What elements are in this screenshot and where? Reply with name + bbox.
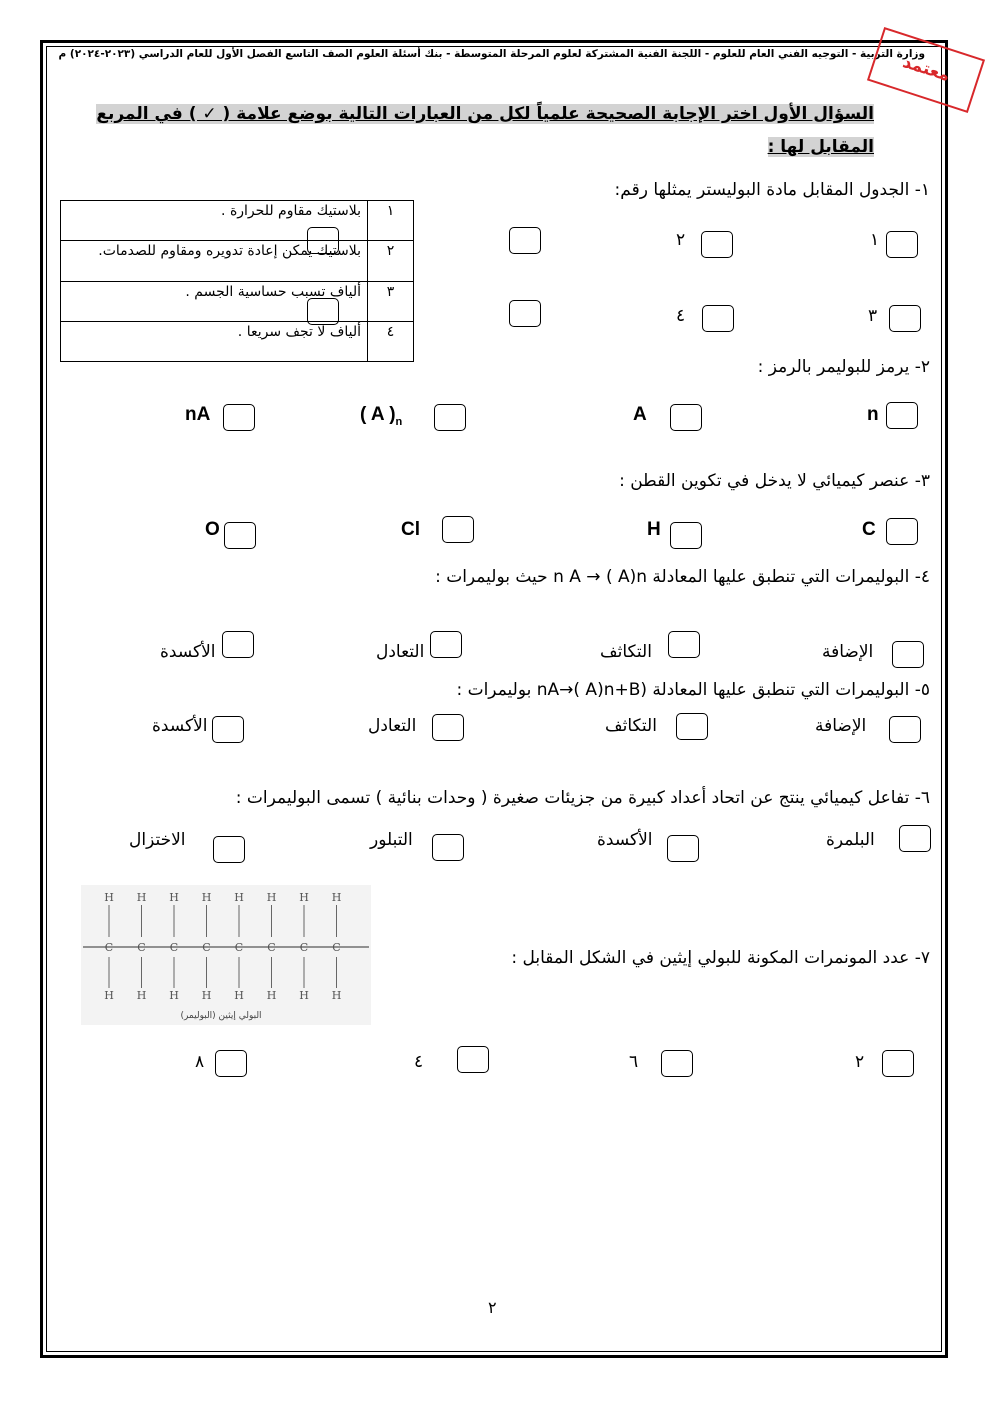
table-overlay-box[interactable] xyxy=(307,227,339,254)
option-label: ٣ xyxy=(868,306,878,326)
answer-box[interactable] xyxy=(222,631,254,658)
answer-box[interactable] xyxy=(661,1050,693,1077)
c-atom: C xyxy=(267,941,276,954)
table-row: ٣ ألياف تسبب حساسية الجسم . xyxy=(61,281,414,321)
option-label: ٢ xyxy=(855,1052,865,1072)
h-atom: H xyxy=(266,891,277,904)
answer-box[interactable] xyxy=(213,836,245,863)
answer-box[interactable] xyxy=(430,631,462,658)
question-1: ١- الجدول المقابل مادة البوليستر يمثلها رقم: xyxy=(614,180,930,200)
option-label: الأكسدة xyxy=(152,716,208,736)
h-atom: H xyxy=(169,989,179,1002)
option-label: ٨ xyxy=(195,1052,205,1072)
h-atom: H xyxy=(136,989,147,1002)
h-atom: H xyxy=(331,989,342,1002)
answer-box[interactable] xyxy=(886,402,918,429)
option-label: A xyxy=(633,404,647,425)
question-4: ٤- البوليمرات التي تنطبق عليها المعادلة n A → ( A)n حيث بوليمرات : xyxy=(435,567,930,587)
polymer-table xyxy=(60,200,414,362)
h-atom: H xyxy=(299,891,309,904)
c-atom: C xyxy=(169,941,179,954)
option-label: الأكسدة xyxy=(597,830,653,850)
answer-box[interactable] xyxy=(882,1050,914,1077)
h-atom: H xyxy=(234,891,244,904)
option-label: البلمرة xyxy=(826,830,875,850)
answer-box[interactable] xyxy=(432,834,464,861)
answer-box[interactable] xyxy=(434,404,466,431)
question-2: ٢- يرمز للبوليمر بالرمز : xyxy=(757,357,930,377)
option-label: ٤ xyxy=(676,306,686,326)
answer-box[interactable] xyxy=(886,231,918,258)
h-atom: H xyxy=(299,989,309,1002)
c-atom: C xyxy=(332,941,341,954)
option-label: ٤ xyxy=(414,1052,424,1072)
answer-box[interactable] xyxy=(676,713,708,740)
h-atom: H xyxy=(331,891,342,904)
question-6: ٦- تفاعل كيميائي ينتج عن اتحاد أعداد كبيرة من جزيئات صغيرة ( وحدات بنائية ) تسمى البوليمرات : xyxy=(235,788,930,808)
option-label: ٢ xyxy=(676,230,686,250)
table-row: ١ بلاستيك مقاوم للحرارة . xyxy=(61,201,414,241)
option-label: H xyxy=(647,519,661,540)
c-atom: C xyxy=(104,941,114,954)
option-label: التبلور xyxy=(370,830,413,850)
c-atom: C xyxy=(299,941,309,954)
c-atom: C xyxy=(137,941,146,954)
answer-box[interactable] xyxy=(212,716,244,743)
option-label: التكاثف xyxy=(600,642,652,662)
answer-box[interactable] xyxy=(892,641,924,668)
question-7: ٧- عدد المونمرات المكونة للبولي إيثين في الشكل المقابل : xyxy=(511,948,930,968)
answer-box[interactable] xyxy=(886,518,918,545)
question-3: ٣- عنصر كيميائي لا يدخل في تكوين القطن : xyxy=(619,471,930,491)
option-label: الأكسدة xyxy=(160,642,216,662)
option-label: ١ xyxy=(870,230,880,250)
h-atom: H xyxy=(234,989,244,1002)
c-atom: C xyxy=(234,941,244,954)
answer-box[interactable] xyxy=(432,714,464,741)
option-label: nA xyxy=(185,404,211,425)
figure-caption: البولي إيثين (البوليمر) xyxy=(180,1011,262,1021)
option-label: الإضافة xyxy=(822,642,874,662)
table-row: ٢ بلاستيك يمكن إعادة تدويره ومقاوم للصدمات. xyxy=(61,241,414,281)
option-label: التكاثف xyxy=(605,716,657,736)
question-5: ٥- البوليمرات التي تنطبق عليها المعادلة (nA→( A)n+B بوليمرات : xyxy=(456,680,930,700)
table-overlay-box[interactable] xyxy=(307,298,339,325)
answer-box[interactable] xyxy=(702,305,734,332)
c-atom: C xyxy=(202,941,211,954)
h-atom: H xyxy=(201,989,212,1002)
approval-stamp: معتمد xyxy=(867,27,985,113)
option-label: C xyxy=(862,519,876,540)
answer-box[interactable] xyxy=(442,516,474,543)
option-label: الاختزال xyxy=(129,830,186,850)
table-row: ٤ ألياف لا تجف سريعا . xyxy=(61,321,414,361)
h-atom: H xyxy=(266,989,277,1002)
answer-box[interactable] xyxy=(215,1050,247,1077)
answer-box[interactable] xyxy=(667,835,699,862)
h-atom: H xyxy=(104,891,114,904)
answer-box[interactable] xyxy=(889,716,921,743)
answer-box[interactable] xyxy=(899,825,931,852)
answer-box[interactable] xyxy=(701,231,733,258)
option-label: التعادل xyxy=(368,716,417,736)
answer-box[interactable] xyxy=(509,300,541,327)
answer-box[interactable] xyxy=(223,404,255,431)
answer-box[interactable] xyxy=(457,1046,489,1073)
option-label: n xyxy=(867,404,879,425)
answer-box[interactable] xyxy=(889,305,921,332)
polyethylene-figure xyxy=(81,885,371,1025)
h-atom: H xyxy=(169,891,179,904)
answer-box[interactable] xyxy=(670,404,702,431)
option-label: الإضافة xyxy=(815,716,867,736)
option-label: Cl xyxy=(401,519,420,540)
h-atom: H xyxy=(136,891,147,904)
h-atom: H xyxy=(104,989,114,1002)
polyethylene-structure xyxy=(81,885,371,1025)
option-label: ٦ xyxy=(629,1052,639,1072)
option-label: ( A )$_n$ xyxy=(360,404,403,428)
h-atom: H xyxy=(201,891,212,904)
answer-box[interactable] xyxy=(670,522,702,549)
page-number: ٢ xyxy=(488,1298,497,1317)
answer-box[interactable] xyxy=(668,631,700,658)
option-label: O xyxy=(205,519,220,540)
header-text: وزارة التربية - التوجيه الفني العام للعلوم - اللجنة الفنية المشتركة لعلوم المرحلة المتوسطة - بنك أسئلة العلوم الصف التاسع الفصل الأول للعام الدراسي (٢٠٢٣-٢٠٢٤) م xyxy=(58,48,925,60)
section-title: السؤال الأول اختر الإجابة الصحيحة علمياً لكل من العبارات التالية بوضع علامة ( ✓ ) في المربع المقابل لها : xyxy=(96,104,874,157)
answer-box[interactable] xyxy=(224,522,256,549)
option-label: التعادل xyxy=(376,642,425,662)
answer-box[interactable] xyxy=(509,227,541,254)
